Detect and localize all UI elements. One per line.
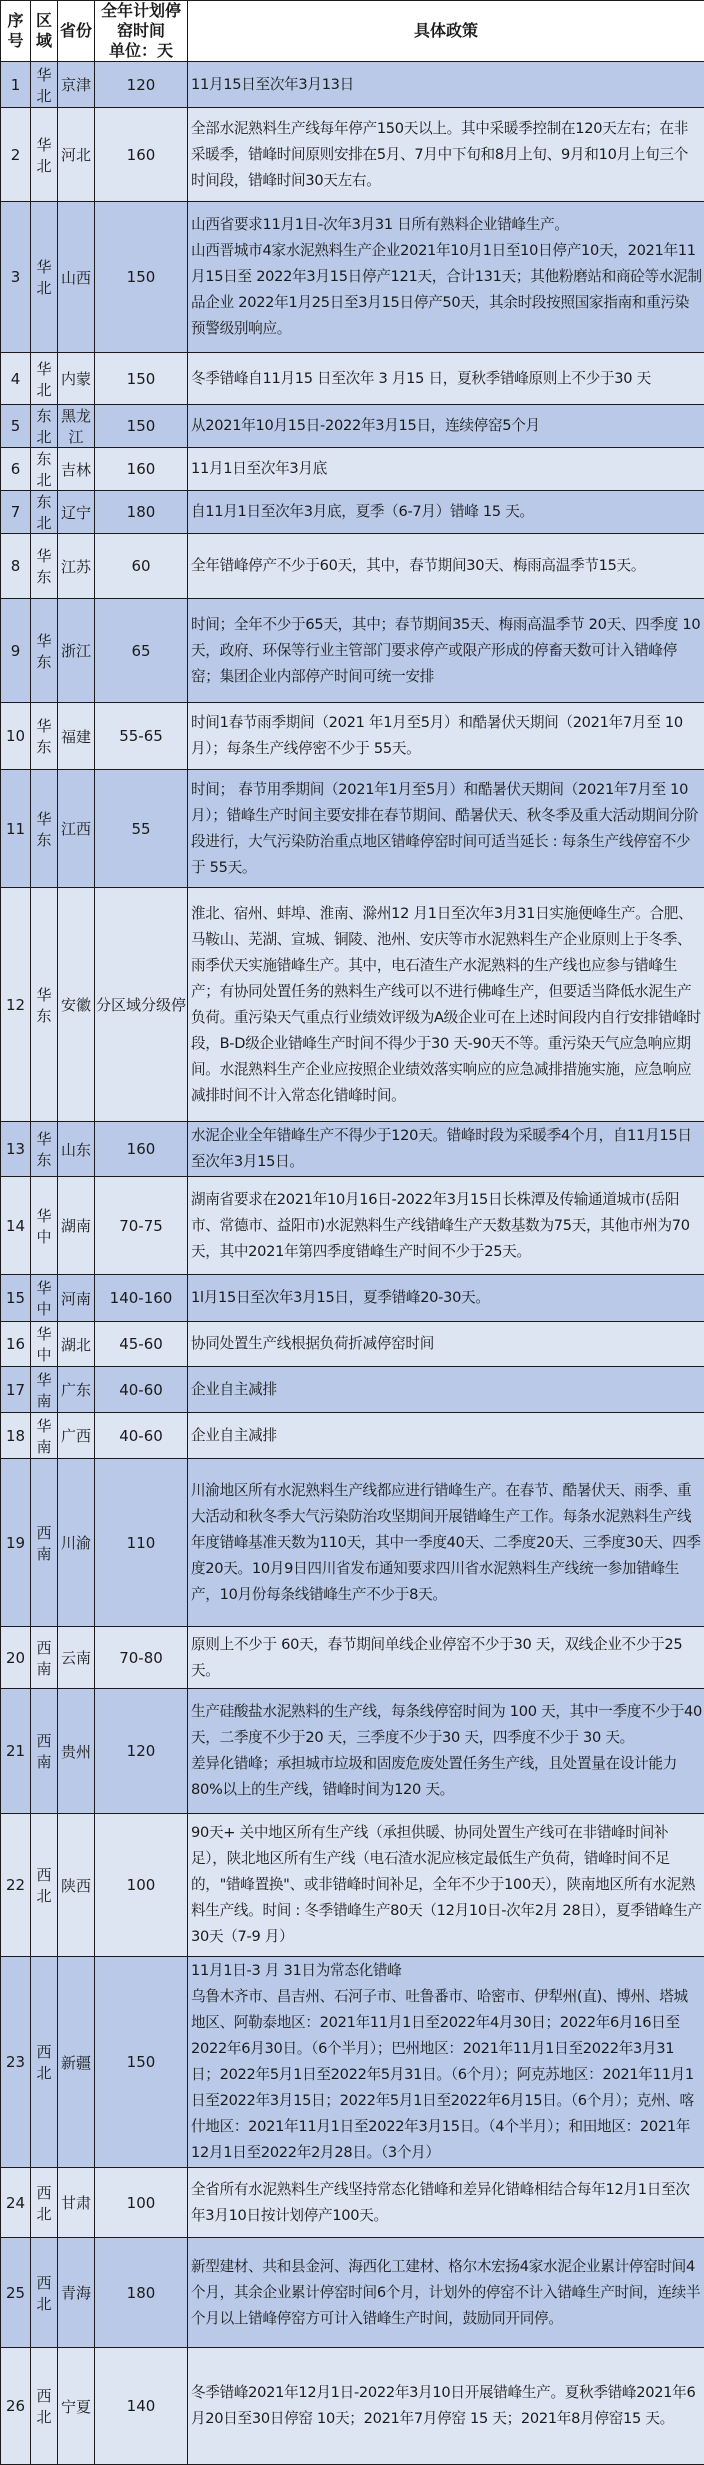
table-row (1, 534, 704, 599)
table-row (1, 888, 704, 1122)
row-policy: 山西省要求11月1日-次年3月31 日所有熟料企业错峰生产。 山西晋城市4家水泥熟料生产企业2021年10月1日至10日停产10天，2021年11月15日至 2022年3月15日停产121天，合计131天；其他粉磨站和商砼等水泥制品企业 2022年1月25日至3月15日停产50天，其余时段按照国家指南和重污染预警级别响应。 (188, 202, 704, 353)
row-no: 22 (1, 1814, 31, 1957)
row-days: 70-80 (95, 1627, 188, 1689)
row-region: 东北 (31, 491, 58, 534)
row-no: 12 (1, 888, 31, 1122)
row-region: 华南 (31, 1367, 58, 1413)
row-policy: 冬季错峰自11月15 日至次年 3 月15 日，夏秋季错峰原则上不少于30 天 (188, 353, 704, 405)
row-no: 2 (1, 108, 31, 202)
row-no: 26 (1, 2348, 31, 2465)
row-no: 15 (1, 1275, 31, 1322)
table-row (1, 2168, 704, 2238)
row-no: 9 (1, 599, 31, 703)
row-province: 黑龙江 (58, 405, 95, 448)
table-row (1, 703, 704, 770)
row-region: 西南 (31, 1689, 58, 1814)
row-region: 华北 (31, 353, 58, 405)
row-no: 16 (1, 1322, 31, 1367)
row-days: 150 (95, 405, 188, 448)
row-policy: 11月1日至次年3月底 (188, 448, 704, 491)
row-no: 1 (1, 62, 31, 108)
row-province: 山东 (58, 1122, 95, 1177)
row-days: 45-60 (95, 1322, 188, 1367)
row-no: 19 (1, 1459, 31, 1627)
row-no: 20 (1, 1627, 31, 1689)
row-days: 120 (95, 1689, 188, 1814)
row-region: 西北 (31, 1814, 58, 1957)
table-row (1, 1814, 704, 1957)
row-policy: 水泥企业全年错峰生产不得少于120天。错峰时段为采暖季4个月，自11月15日至次年3月15日。 (188, 1122, 704, 1177)
row-province: 河北 (58, 108, 95, 202)
row-region: 华南 (31, 1413, 58, 1459)
row-days: 180 (95, 2238, 188, 2348)
row-region: 华东 (31, 1122, 58, 1177)
row-policy: 自11月1日至次年3月底，夏季（6-7月）错峰 15 天。 (188, 491, 704, 534)
row-region: 华北 (31, 202, 58, 353)
row-no: 21 (1, 1689, 31, 1814)
row-province: 甘肃 (58, 2168, 95, 2238)
row-province: 山西 (58, 202, 95, 353)
header-days (95, 1, 188, 62)
row-policy: 时间；全年不少于65天，其中；春节期间35天、梅雨高温季节 20天、四季度 10天，政府、环保等行业主管部门要求停产或限产形成的停畜天数可计入错峰停窑；集团企业内部停产时间可统一安排 (188, 599, 704, 703)
table-row (1, 108, 704, 202)
table-header-row (1, 1, 704, 62)
row-days: 140-160 (95, 1275, 188, 1322)
table-row (1, 1413, 704, 1459)
row-no: 4 (1, 353, 31, 405)
row-no: 6 (1, 448, 31, 491)
row-province: 江苏 (58, 534, 95, 599)
row-days: 70-75 (95, 1177, 188, 1275)
table-row (1, 1459, 704, 1627)
row-province: 安徽 (58, 888, 95, 1122)
row-province: 新疆 (58, 1957, 95, 2168)
row-region: 华中 (31, 1322, 58, 1367)
row-policy: 原则上不少于 60天，春节期间单线企业停窑不少于30 天，双线企业不少于25天。 (188, 1627, 704, 1689)
row-region: 西南 (31, 1627, 58, 1689)
row-days: 150 (95, 202, 188, 353)
table-row (1, 1627, 704, 1689)
row-region: 华东 (31, 888, 58, 1122)
row-province: 贵州 (58, 1689, 95, 1814)
row-days: 100 (95, 1814, 188, 1957)
row-no: 14 (1, 1177, 31, 1275)
row-days: 65 (95, 599, 188, 703)
table-row (1, 2238, 704, 2348)
row-days: 160 (95, 108, 188, 202)
row-region: 西南 (31, 1459, 58, 1627)
header-days-line1: 全年计划停窑时间 (101, 1, 181, 40)
row-region: 华中 (31, 1275, 58, 1322)
row-no: 11 (1, 770, 31, 888)
row-policy: 川渝地区所有水泥熟料生产线都应进行错峰生产。在春节、酷暑伏天、雨季、重大活动和秋冬季大气污染防治攻坚期间开展错峰生产工作。每条水泥熟料生产线年度错峰基准天数为110天，其中一季度40天、二季度20天、三季度30天、四季度20天。10月9日四川省发布通知要求四川省水泥熟料生产线统一参加错峰生产，10月份每条线错峰生产不少于8天。 (188, 1459, 704, 1627)
row-province: 宁夏 (58, 2348, 95, 2465)
table-row (1, 1957, 704, 2168)
row-no: 5 (1, 405, 31, 448)
table-row (1, 405, 704, 448)
row-region: 华东 (31, 599, 58, 703)
header-days-line2: 单位：天 (109, 41, 173, 60)
row-policy: 协同处置生产线根据负荷折减停窑时间 (188, 1322, 704, 1367)
header-policy: 具体政策 (188, 1, 704, 62)
row-policy: 11月1日-3 月 31日为常态化错峰 乌鲁木齐市、昌吉州、石河子市、吐鲁番市、哈密市、伊犁州(直)、博州、塔城地区、阿勒泰地区：2021年11月1日至2022年4月30日；2022年6月16日至2022年6月30日。（6个半月）；巴州地区：2021年11月1日至2022年3月31日；2022年5月1日至2022年5月31日。（6个月）；阿克苏地区：2021年11月1日至2022年3月15日；2022年5月1日至2022年6月15日。（6个月）；克州、喀什地区：2021年11月1日至2022年3月15日。（4个半月）；和田地区：2021年12月1日至2022年2月28日。（3个月） (188, 1957, 704, 2168)
row-days: 分区域分级停 (95, 888, 188, 1122)
row-province: 云南 (58, 1627, 95, 1689)
table-row (1, 1689, 704, 1814)
row-no: 3 (1, 202, 31, 353)
row-province: 京津 (58, 62, 95, 108)
row-province: 川渝 (58, 1459, 95, 1627)
row-region: 华东 (31, 703, 58, 770)
row-policy: 新型建材、共和县金河、海西化工建材、格尔木宏扬4家水泥企业累计停窑时间4个月，其余企业累计停窑时间6个月，计划外的停窑不计入错峰生产时间，连续半个月以上错峰停窑方可计入错峰生产时间，鼓励同开同停。 (188, 2238, 704, 2348)
table-row (1, 353, 704, 405)
table-row (1, 770, 704, 888)
row-days: 150 (95, 1957, 188, 2168)
row-days: 140 (95, 2348, 188, 2465)
row-days: 120 (95, 62, 188, 108)
row-region: 华东 (31, 770, 58, 888)
table-row (1, 1367, 704, 1413)
row-province: 陕西 (58, 1814, 95, 1957)
row-province: 辽宁 (58, 491, 95, 534)
row-province: 湖南 (58, 1177, 95, 1275)
table-row (1, 62, 704, 108)
header-no: 序号 (1, 1, 31, 62)
row-policy: 企业自主减排 (188, 1413, 704, 1459)
table-row (1, 202, 704, 353)
table-row (1, 2348, 704, 2465)
row-policy: 时间； 春节用季期间（2021年1月至5月）和酷暑伏天期间（2021年7月至 10 月）；错峰生产时间主要安排在春节期间、酷暑伏天、秋冬季及重大活动期间分阶段进行，大气污染防治重点地区错峰停窑时间可适当延长 : 每条生产线停窑不少于 55天。 (188, 770, 704, 888)
row-province: 浙江 (58, 599, 95, 703)
row-region: 华北 (31, 108, 58, 202)
row-province: 内蒙 (58, 353, 95, 405)
row-days: 55-65 (95, 703, 188, 770)
row-days: 160 (95, 448, 188, 491)
row-no: 24 (1, 2168, 31, 2238)
row-policy: 企业自主减排 (188, 1367, 704, 1413)
table-row (1, 599, 704, 703)
table-body (1, 62, 704, 2465)
row-region: 西北 (31, 2238, 58, 2348)
header-region: 区域 (31, 1, 58, 62)
row-policy: 从2021年10月15日-2022年3月15日，连续停窑5个月 (188, 405, 704, 448)
row-region: 华中 (31, 1177, 58, 1275)
row-policy: 全年错峰停产不少于60天，其中，春节期间30天、梅雨高温季节15天。 (188, 534, 704, 599)
row-no: 17 (1, 1367, 31, 1413)
row-province: 青海 (58, 2238, 95, 2348)
row-policy: 90天+ 关中地区所有生产线（承担供暖、协同处置生产线可在非错峰时间补足），陕北地区所有生产线（电石渣水泥应核定最低生产负荷，错峰时间不足的，"错峰置换"、或非错峰时间补足，全年不少于100天），陕南地区所有水泥熟料生产线。时间 : 冬季错峰生产80天（12月10日-次年2月 28日），夏季错峰生产30天（7-9 月） (188, 1814, 704, 1957)
row-province: 广西 (58, 1413, 95, 1459)
table-row (1, 491, 704, 534)
row-days: 60 (95, 534, 188, 599)
row-no: 8 (1, 534, 31, 599)
row-policy: 淮北、宿州、蚌埠、淮南、滁州12 月1日至次年3月31日实施便峰生产。合肥、马鞍山、芜湖、宣城、铜陵、池州、安庆等市水泥熟料生产企业原则上于冬季、雨季伏天实施错峰生产。其中，电石渣生产水泥熟料的生产线也应参与错峰生产；有协同处置任务的熟料生产线可以不进行佛峰生产，但要适当降低水泥生产负荷。重污染天气重点行业绩效评级为A级企业可在上述时间段内自行安排错峰时段，B-D级企业错峰生产时间不得少于30 天-90天不等。重污染天气应急响应期间。水混熟料生产企业应按照企业绩效落实响应的应急减排措施实施，应急响应减排时间不计入常态化错峰时间。 (188, 888, 704, 1122)
row-policy: 生产硅酸盐水泥熟料的生产线，每条线停窑时间为 100 天，其中一季度不少于40天，二季度不少于20 天，三季度不少于30 天，四季度不少于 30 天。 差异化错峰；承担城市垃圾和固废危废处置任务生产线，且处置量在设计能力 80%以上的生产线，错峰时间为120 天。 (188, 1689, 704, 1814)
row-days: 160 (95, 1122, 188, 1177)
row-no: 25 (1, 2238, 31, 2348)
row-days: 40-60 (95, 1367, 188, 1413)
row-policy: 冬季错峰2021年12月1日-2022年3月10日开展错峰生产。夏秋季错峰2021年6月20日至30日停窑 10天；2021年7月停窑 15 天；2021年8月停窑15 天。 (188, 2348, 704, 2465)
row-region: 东北 (31, 448, 58, 491)
row-days: 110 (95, 1459, 188, 1627)
row-days: 40-60 (95, 1413, 188, 1459)
row-days: 180 (95, 491, 188, 534)
row-no: 10 (1, 703, 31, 770)
header-province: 省份 (58, 1, 95, 62)
row-region: 东北 (31, 405, 58, 448)
row-policy: 湖南省要求在2021年10月16日-2022年3月15日长株潭及传输通道城市(岳阳市、常德市、益阳市)水泥熟料生产线错峰生产天数基数为75天，其他市州为70天，其中2021年第四季度错峰生产时间不少于25天。 (188, 1177, 704, 1275)
row-policy: 11月15日至次年3月13日 (188, 62, 704, 108)
row-province: 吉林 (58, 448, 95, 491)
row-region: 华东 (31, 534, 58, 599)
row-days: 150 (95, 353, 188, 405)
row-region: 华北 (31, 62, 58, 108)
row-no: 18 (1, 1413, 31, 1459)
row-region: 西北 (31, 1957, 58, 2168)
row-region: 西北 (31, 2348, 58, 2465)
table-row (1, 1177, 704, 1275)
row-region: 西北 (31, 2168, 58, 2238)
row-policy: 时间1春节雨季期间（2021 年1月至5月）和酷暑伏天期间（2021年7月至 10月）；每条生产线停密不少于 55天。 (188, 703, 704, 770)
row-province: 湖北 (58, 1322, 95, 1367)
row-province: 江西 (58, 770, 95, 888)
row-province: 河南 (58, 1275, 95, 1322)
row-policy: 全省所有水泥熟料生产线坚持常态化错峰和差异化错峰相结合每年12月1日至次年3月10日按计划停产100天。 (188, 2168, 704, 2238)
row-no: 13 (1, 1122, 31, 1177)
row-days: 100 (95, 2168, 188, 2238)
row-policy: 1l月15日至次年3月15日，夏季错峰20-30天。 (188, 1275, 704, 1322)
table-row (1, 1122, 704, 1177)
table-row (1, 1322, 704, 1367)
row-province: 福建 (58, 703, 95, 770)
row-days: 55 (95, 770, 188, 888)
row-no: 23 (1, 1957, 31, 2168)
table-row (1, 448, 704, 491)
table-row (1, 1275, 704, 1322)
row-province: 广东 (58, 1367, 95, 1413)
row-policy: 全部水泥熟料生产线每年停产150天以上。其中采暖季控制在120天左右；在非采暖季，错峰时间原则安排在5月、7月中下旬和8月上旬、9月和10月上旬三个时间段，错峰时间30天左右。 (188, 108, 704, 202)
row-no: 7 (1, 491, 31, 534)
